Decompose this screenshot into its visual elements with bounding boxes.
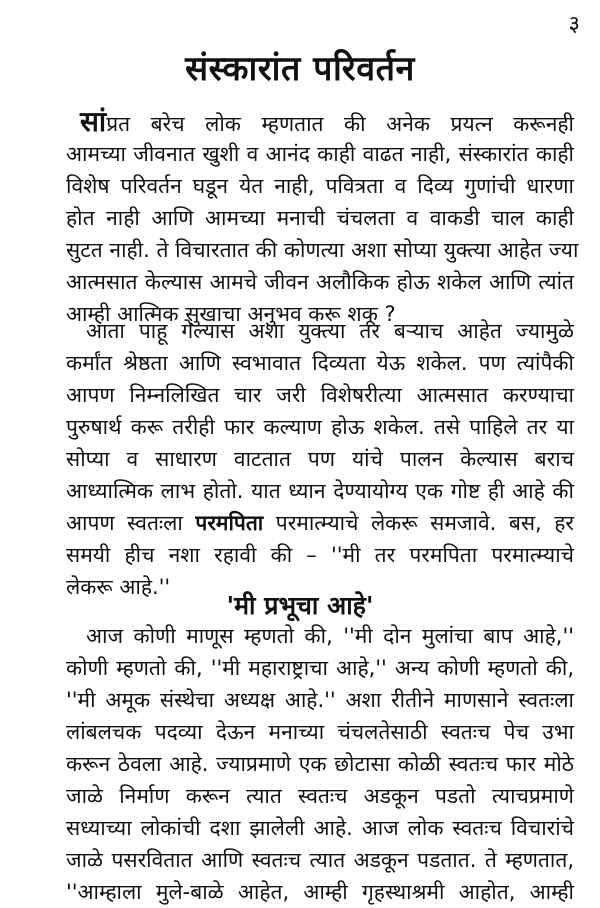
- paragraph-line: आपण निम्नलिखित चार जरी विशेषरीत्या आत्मसात करण्याचा: [66, 383, 574, 407]
- paragraph-line: करून ठेवला आहे. ज्याप्रमाणे एक छोटासा कोळी स्वतःच फार मोठे: [66, 752, 574, 776]
- paragraph-line: [66, 507, 574, 539]
- paragraph-line: सोप्या व साधारण वाटतात पण यांचे पालन केल्यास बराच: [66, 447, 574, 471]
- paragraph-line: ''आम्हाला मुले-बाळे आहेत, आम्ही गृहस्थाश्रमी आहोत, आम्ही: [66, 880, 574, 904]
- paragraph-line: लांबलचक पदव्या देऊन मनाच्या चंचलतेसाठी स्वतःच पेच उभा: [66, 720, 574, 744]
- paragraph-line-text: प्रत बरेच लोक म्हणतात की अनेक प्रयत्न करूनही: [106, 112, 574, 136]
- section-heading: 'मी प्रभूचा आहे': [226, 591, 374, 620]
- paragraph-line: [66, 106, 574, 138]
- paragraph-line: आम्ही आत्मिक सुखाचा अनुभव करू शकू ?: [66, 302, 396, 326]
- paragraph-line: आमच्या जीवनात खुशी व आनंद काही वाढत नाही, संस्कारांत काही: [66, 142, 574, 166]
- paragraph-line: जाळे निर्माण करून त्यात स्वतःच अडकून पडतो त्याचप्रमाणे: [66, 784, 574, 808]
- paragraph-line: ''मी अमूक संस्थेचा अध्यक्ष आहे.'' अशा रीतीने माणसाने स्वतःला: [66, 688, 574, 712]
- page-number: ३: [568, 12, 580, 37]
- paragraph-line: सुटत नाही. ते विचारतात की कोणत्या अशा सोप्या युक्त्या आहेत ज्या: [66, 238, 579, 262]
- paragraph-line: पुरुषार्थ करू तरीही फार कल्याण होऊ शकेल. तसे पाहिले तर या: [66, 415, 574, 439]
- page-title: संस्कारांत परिवर्तन: [185, 49, 415, 89]
- paragraph-line: कोणी म्हणतो की, ''मी महाराष्ट्राचा आहे,'' अन्य कोणी म्हणतो की,: [66, 656, 574, 680]
- paragraph-line-text: परमात्म्याचे लेकरू समजावे. बस, हर: [263, 511, 574, 535]
- paragraph-line: लेकरू आहे.'': [66, 575, 171, 599]
- paragraph-1: [66, 105, 579, 330]
- drop-cap: सां: [80, 105, 107, 138]
- paragraph-line: कर्मांत श्रेष्ठता आणि स्वभावात दिव्यता येऊ शकेल. पण त्यांपैकी: [66, 351, 574, 375]
- paragraph-3: [66, 620, 574, 908]
- paragraph-line: होत नाही आणि आमच्या मनाची चंचलता व वाकडी चाल काही: [66, 206, 574, 230]
- paragraph-line: आत्मसात केल्यास आमचे जीवन अलौकिक होऊ शकेल आणि त्यांत: [66, 270, 574, 294]
- paragraph-line: जाळे पसरवितात आणि स्वतःच त्यात अडकून पडतात. ते म्हणतात,: [66, 848, 574, 872]
- paragraph-2: [66, 315, 574, 603]
- paragraph-line: आध्यात्मिक लाभ होतो. यात ध्यान देण्यायोग्य एक गोष्ट ही आहे की: [66, 479, 574, 503]
- paragraph-line: सध्याच्या लोकांची दशा झालेली आहे. आज लोक स्वतःच विचारांचे: [66, 816, 574, 840]
- paragraph-line: आता पाहू गेल्यास अशा युक्त्या तर बऱ्याच आहेत ज्यामुळे: [86, 319, 574, 343]
- paragraph-line: समयी हीच नशा रहावी की – ''मी तर परमपिता परमात्म्याचे: [66, 543, 574, 567]
- paragraph-line-text: आपण स्वतःला: [66, 511, 196, 535]
- emphasis-text: परमपिता: [195, 511, 264, 535]
- paragraph-line: विशेष परिवर्तन घडून येत नाही, पवित्रता व दिव्य गुणांची धारणा: [66, 174, 574, 198]
- paragraph-line: आज कोणी माणूस म्हणतो की, ''मी दोन मुलांचा बाप आहे,'': [86, 624, 574, 648]
